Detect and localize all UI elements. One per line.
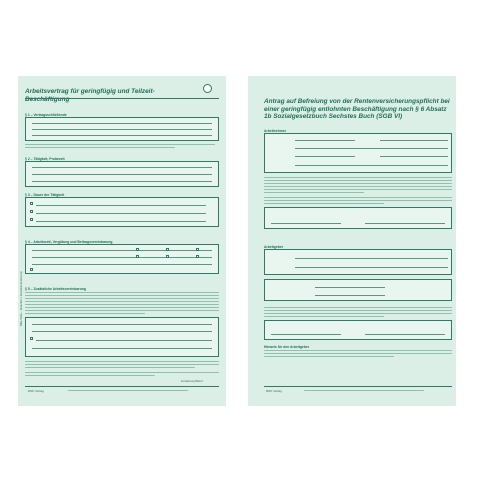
exemption-request-page (248, 76, 456, 406)
employer-box (264, 249, 452, 275)
checkbox[interactable] (166, 255, 169, 258)
section-heading: § 3 – Dauer der Tätigkeit (25, 193, 65, 197)
section-heading: § 4 – Arbeitszeit, Vergütung und Beitragsvereinbarung (25, 240, 113, 244)
parties-box (25, 117, 219, 141)
checkbox[interactable] (136, 248, 139, 251)
continuation-note: Fortsetzung Blatt 2 (181, 380, 203, 383)
employer-signature-box (264, 320, 452, 340)
activity-box (25, 161, 219, 187)
employment-start-box (264, 279, 452, 301)
checkbox[interactable] (166, 248, 169, 251)
additional-agreement-box (25, 317, 219, 357)
section-heading: § 5 – Zusätzliche Arbeitsvereinbarung (25, 287, 86, 291)
checkbox[interactable] (30, 218, 33, 221)
checkbox[interactable] (30, 337, 33, 340)
employee-heading: Arbeitnehmer (264, 129, 287, 133)
duration-box (25, 197, 219, 227)
checkbox[interactable] (30, 202, 33, 205)
checkbox[interactable] (196, 255, 199, 258)
page-badge (203, 84, 212, 93)
section-heading: § 1 – Vertragsschließende (25, 113, 67, 117)
request-title: Antrag auf Befreiung von der Rentenversicherungspflicht bei einer geringfügig entlohnten Beschäftigung nach § 6 Absatz 1b Sozialgesetzbuch Sechstes Buch (SGB VI) (264, 98, 450, 121)
employer-note-heading: Hinweis für den Arbeitgeber (264, 345, 310, 349)
checkbox[interactable] (196, 248, 199, 251)
employer-heading: Arbeitgeber (264, 245, 284, 249)
publisher-logo: RNK Verlag (266, 389, 282, 393)
checkbox[interactable] (30, 268, 33, 271)
checkbox[interactable] (30, 210, 33, 213)
checkbox[interactable] (136, 255, 139, 258)
employee-box (264, 133, 452, 173)
signature-box (264, 207, 452, 229)
title-rule (25, 98, 219, 99)
publisher-logo: RNK Verlag (28, 389, 44, 393)
worktime-box (25, 244, 219, 274)
section-heading: § 2 – Tätigkeit, Probezeit (25, 157, 65, 161)
side-label: Bitte Seite... beachten / Zusatzvereinbarung (19, 271, 23, 326)
contract-page (18, 76, 226, 406)
contract-title: Arbeitsvertrag für geringfügig und Teilzeit-Beschäftigung (25, 88, 155, 103)
